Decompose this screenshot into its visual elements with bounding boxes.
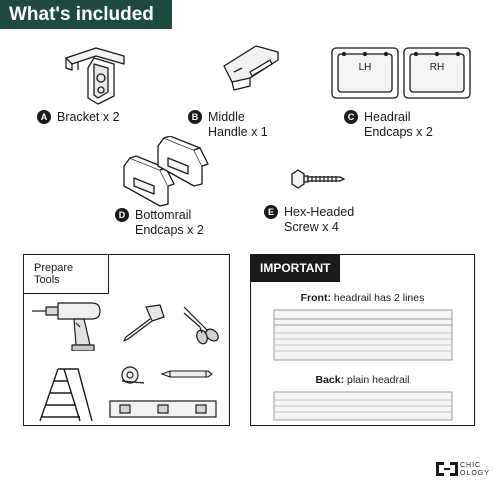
tape-measure-icon [118, 361, 146, 385]
part-b-badge: B [188, 110, 202, 124]
level-icon [108, 399, 218, 419]
bottomrail-endcaps-icon [120, 136, 216, 208]
prepare-tools-title: Prepare Tools [23, 254, 109, 294]
brand-name: CHIC OLOGY [460, 462, 490, 477]
part-b-label: B Middle Handle x 1 [188, 110, 268, 140]
section-title: What's included [0, 0, 172, 29]
back-caption: Back: plain headrail [315, 374, 410, 386]
headrail-endcaps-icon [330, 46, 472, 102]
part-a-badge: A [37, 110, 51, 124]
pencil-icon [160, 369, 214, 379]
right-hand-tag: RH [429, 62, 445, 73]
part-e-label: E Hex-Headed Screw x 4 [264, 205, 354, 235]
part-e-badge: E [264, 205, 278, 219]
middle-handle-icon [220, 42, 282, 94]
part-d-badge: D [115, 208, 129, 222]
brand-logo-icon [436, 462, 458, 476]
part-c-badge: C [344, 110, 358, 124]
scissors-icon [180, 303, 224, 345]
prepare-tools-box [23, 254, 230, 426]
drill-icon [30, 297, 110, 351]
ladder-icon [38, 367, 94, 423]
important-box [250, 254, 475, 426]
headrail-back-illustration [273, 391, 453, 421]
part-d-label: D Bottomrail Endcaps x 2 [115, 208, 204, 238]
left-hand-tag: LH [358, 62, 372, 73]
part-c-label: C Headrail Endcaps x 2 [344, 110, 433, 140]
important-title: IMPORTANT [250, 254, 340, 282]
screwdriver-icon [120, 303, 166, 343]
hex-screw-icon [290, 168, 346, 190]
bracket-icon [58, 40, 128, 108]
part-a-label: A Bracket x 2 [37, 110, 120, 125]
headrail-front-illustration [273, 309, 453, 361]
front-caption: Front: headrail has 2 lines [300, 292, 425, 304]
